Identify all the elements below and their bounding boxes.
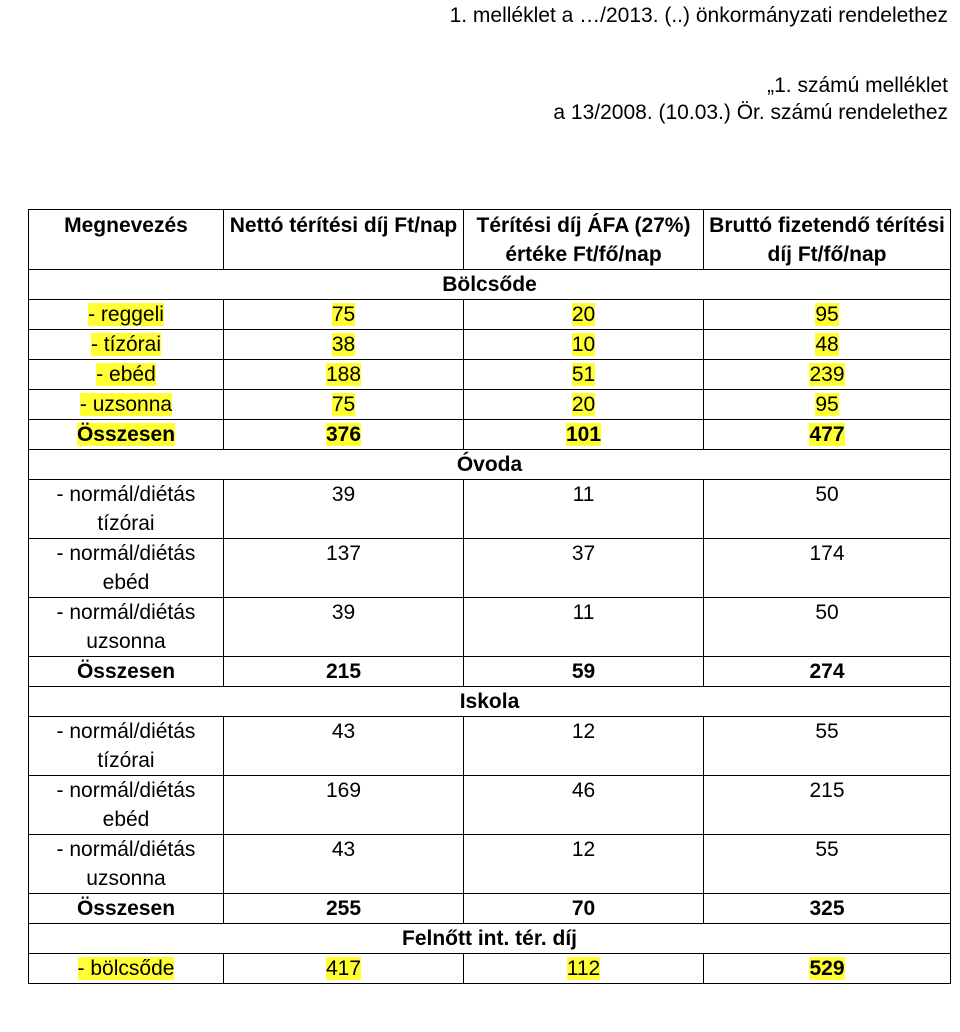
vat-value: 20: [571, 393, 596, 416]
document-header-line-3: a 13/2008. (10.03.) Ör. számú rendelethez: [553, 101, 948, 124]
gross-value: 50: [704, 480, 951, 539]
table-row: [29, 835, 951, 894]
section-row: [29, 450, 951, 480]
row-name: - reggeli: [88, 303, 164, 326]
table-row: [29, 598, 951, 657]
section-title-iskola: Iskola: [29, 687, 951, 717]
section-title-bolcsode: Bölcsőde: [29, 270, 951, 300]
net-value: 169: [224, 776, 464, 835]
vat-value: 11: [464, 598, 704, 657]
section-title-ovoda: Óvoda: [29, 450, 951, 480]
net-value: 376: [325, 423, 362, 446]
row-name: Összesen: [76, 423, 176, 446]
column-header-vat: Térítési díj ÁFA (27%) értéke Ft/fő/nap: [464, 210, 704, 270]
vat-value: 101: [565, 423, 602, 446]
gross-value: 55: [704, 835, 951, 894]
net-value: 75: [331, 303, 356, 326]
table-row: [29, 717, 951, 776]
vat-value: 51: [571, 363, 596, 386]
column-header-gross: Bruttó fizetendő térítési díj Ft/fő/nap: [704, 210, 951, 270]
net-value: 38: [331, 333, 356, 356]
gross-value: 239: [809, 363, 845, 386]
table-row: [29, 480, 951, 539]
vat-value: 20: [571, 303, 596, 326]
row-name: - uzsonna: [79, 393, 173, 416]
section-title-felnott: Felnőtt int. tér. díj: [29, 924, 951, 954]
vat-value: 70: [464, 894, 704, 924]
vat-value: 59: [464, 657, 704, 687]
gross-value: 48: [815, 333, 839, 356]
section-row: [29, 687, 951, 717]
vat-value: 11: [464, 480, 704, 539]
total-row: [29, 894, 951, 924]
vat-value: 112: [566, 957, 601, 980]
net-value: 417: [325, 957, 362, 980]
gross-value: 274: [704, 657, 951, 687]
table-row: [29, 776, 951, 835]
gross-value: 95: [815, 303, 839, 326]
table-header-row: [29, 210, 951, 270]
net-value: 75: [331, 393, 356, 416]
gross-value: 477: [809, 423, 845, 446]
row-name: - ebéd: [96, 363, 156, 386]
total-row: [29, 420, 951, 450]
document-header-line-2: „1. számú melléklet: [767, 74, 948, 97]
fee-table: [28, 209, 951, 984]
gross-value: 95: [815, 393, 839, 416]
net-value: 215: [224, 657, 464, 687]
row-name: - normál/diétás tízórai: [29, 480, 224, 539]
net-value: 137: [224, 539, 464, 598]
vat-value: 46: [464, 776, 704, 835]
row-name: Összesen: [29, 894, 224, 924]
table-row: [29, 330, 951, 360]
row-name: - normál/diétás tízórai: [29, 717, 224, 776]
table-row: [29, 390, 951, 420]
net-value: 188: [325, 363, 362, 386]
column-header-name: Megnevezés: [29, 210, 224, 270]
row-name: Összesen: [29, 657, 224, 687]
table-row: [29, 300, 951, 330]
row-name: - normál/diétás uzsonna: [29, 835, 224, 894]
net-value: 39: [224, 598, 464, 657]
row-name: - tízórai: [90, 333, 161, 356]
total-row: [29, 657, 951, 687]
gross-value: 529: [809, 957, 845, 980]
net-value: 43: [224, 835, 464, 894]
table-row: [29, 954, 951, 984]
table-row: [29, 539, 951, 598]
net-value: 39: [224, 480, 464, 539]
row-name: - normál/diétás uzsonna: [29, 598, 224, 657]
row-name: - normál/diétás ebéd: [29, 776, 224, 835]
net-value: 255: [224, 894, 464, 924]
document-header-line-1: 1. melléklet a …/2013. (..) önkormányzati rendelethez: [449, 4, 948, 27]
section-row: [29, 270, 951, 300]
vat-value: 12: [464, 717, 704, 776]
column-header-net: Nettó térítési díj Ft/nap: [224, 210, 464, 270]
vat-value: 10: [571, 333, 596, 356]
vat-value: 12: [464, 835, 704, 894]
net-value: 43: [224, 717, 464, 776]
gross-value: 174: [704, 539, 951, 598]
row-name: - bölcsőde: [77, 957, 175, 980]
gross-value: 50: [704, 598, 951, 657]
row-name: - normál/diétás ebéd: [29, 539, 224, 598]
gross-value: 55: [704, 717, 951, 776]
gross-value: 325: [704, 894, 951, 924]
table-row: [29, 360, 951, 390]
section-row: [29, 924, 951, 954]
vat-value: 37: [464, 539, 704, 598]
gross-value: 215: [704, 776, 951, 835]
